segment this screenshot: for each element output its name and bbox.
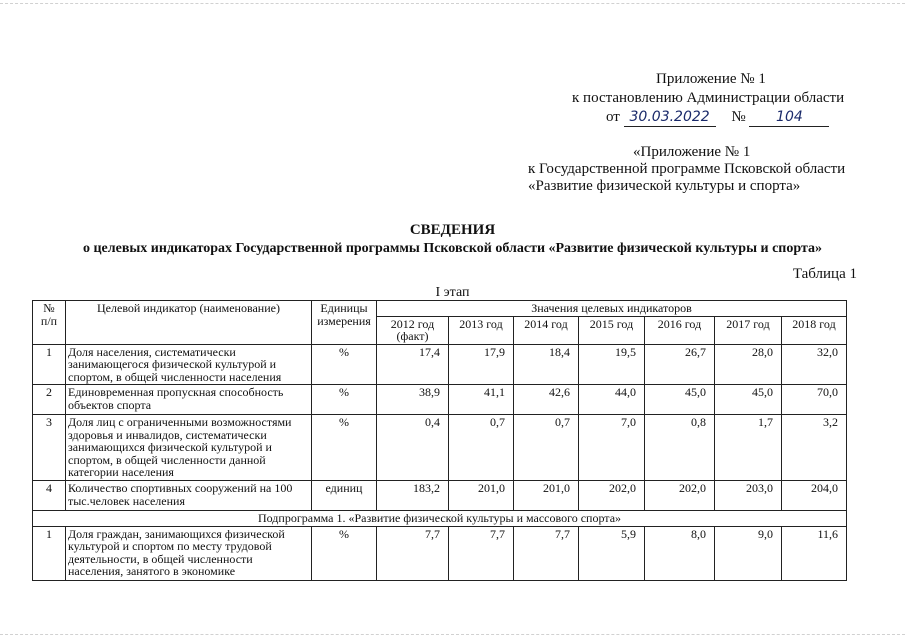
- doc-title: СВЕДЕНИЯ: [409, 222, 496, 238]
- value-cell: 201,0: [449, 481, 514, 511]
- year-header: 2016 год: [645, 316, 715, 344]
- appendix-line: Приложение № 1: [656, 71, 766, 87]
- value-cell: 7,0: [579, 415, 645, 481]
- handwritten-number: 104: [749, 108, 829, 127]
- indicators-table: [32, 300, 847, 581]
- indicator-name: Доля граждан, занимающихся физической культурой и спортом по месту трудовой деятельности, в общей численности населения, занятого в экономике: [66, 526, 312, 580]
- unit-cell: %: [312, 344, 377, 385]
- value-cell: 70,0: [782, 385, 847, 415]
- number-prefix: №: [731, 109, 746, 125]
- year-header: 2015 год: [579, 316, 645, 344]
- col-values-header: Значения целевых индикаторов: [377, 301, 847, 317]
- value-cell: 8,0: [645, 526, 715, 580]
- indicator-name: Единовременная пропускная способность объектов спорта: [66, 385, 312, 415]
- value-cell: 9,0: [715, 526, 782, 580]
- table-row: [33, 344, 847, 385]
- indicator-name: Доля лиц с ограниченными возможностями здоровья и инвалидов, систематически занимающихся физической культурой и спортом, в общей численности данной категории населения: [66, 415, 312, 481]
- col-unit-header: Единицы измерения: [312, 301, 377, 345]
- value-cell: 0,7: [449, 415, 514, 481]
- value-cell: 0,8: [645, 415, 715, 481]
- value-cell: 202,0: [645, 481, 715, 511]
- scan-artifact-bottom: [0, 634, 905, 636]
- value-cell: 1,7: [715, 415, 782, 481]
- value-cell: 183,2: [377, 481, 449, 511]
- unit-cell: %: [312, 526, 377, 580]
- value-cell: 19,5: [579, 344, 645, 385]
- value-cell: 0,4: [377, 415, 449, 481]
- subprogram-title: Подпрограмма 1. «Развитие физической культуры и массового спорта»: [33, 511, 847, 527]
- value-cell: 38,9: [377, 385, 449, 415]
- value-cell: 45,0: [645, 385, 715, 415]
- value-cell: 0,7: [514, 415, 579, 481]
- value-cell: 11,6: [782, 526, 847, 580]
- row-number: 1: [33, 344, 66, 385]
- value-cell: 5,9: [579, 526, 645, 580]
- value-cell: 18,4: [514, 344, 579, 385]
- year-header: 2014 год: [514, 316, 579, 344]
- value-cell: 45,0: [715, 385, 782, 415]
- col-num-header: № п/п: [33, 301, 66, 345]
- unit-cell: единиц: [312, 481, 377, 511]
- col-indicator-header: Целевой индикатор (наименование): [66, 301, 312, 345]
- unit-cell: %: [312, 415, 377, 481]
- row-number: 1: [33, 526, 66, 580]
- value-cell: 42,6: [514, 385, 579, 415]
- program-name-line: «Развитие физической культуры и спорта»: [528, 178, 801, 194]
- row-number: 3: [33, 415, 66, 481]
- row-number: 4: [33, 481, 66, 511]
- program-ref-line: к Государственной программе Псковской области: [528, 161, 846, 177]
- value-cell: 17,4: [377, 344, 449, 385]
- value-cell: 204,0: [782, 481, 847, 511]
- year-header: 2018 год: [782, 316, 847, 344]
- year-header: 2013 год: [449, 316, 514, 344]
- value-cell: 7,7: [449, 526, 514, 580]
- value-cell: 28,0: [715, 344, 782, 385]
- appendix2-line: «Приложение № 1: [633, 144, 751, 160]
- unit-cell: %: [312, 385, 377, 415]
- resolution-line: к постановлению Администрации области: [572, 90, 845, 106]
- indicator-name: Доля населения, систематически занимающегося физической культурой и спортом, в общей численности населения: [66, 344, 312, 385]
- stage-label: I этап: [435, 285, 470, 300]
- indicator-name: Количество спортивных сооружений на 100 тыс.человек населения: [66, 481, 312, 511]
- table-row: [33, 385, 847, 415]
- value-cell: 202,0: [579, 481, 645, 511]
- from-prefix: от: [606, 109, 620, 125]
- value-cell: 44,0: [579, 385, 645, 415]
- date-number-line: [606, 108, 829, 127]
- value-cell: 7,7: [377, 526, 449, 580]
- value-cell: 26,7: [645, 344, 715, 385]
- value-cell: 203,0: [715, 481, 782, 511]
- handwritten-date: 30.03.2022: [624, 108, 716, 127]
- year-header: 2012 год (факт): [377, 316, 449, 344]
- table-label: Таблица 1: [792, 266, 857, 282]
- year-header: 2017 год: [715, 316, 782, 344]
- value-cell: 3,2: [782, 415, 847, 481]
- table-row: [33, 415, 847, 481]
- scan-artifact-top: [0, 3, 905, 5]
- value-cell: 201,0: [514, 481, 579, 511]
- value-cell: 32,0: [782, 344, 847, 385]
- table-header-row-1: [33, 301, 847, 317]
- row-number: 2: [33, 385, 66, 415]
- value-cell: 41,1: [449, 385, 514, 415]
- table-row: [33, 526, 847, 580]
- subprogram-row: [33, 511, 847, 527]
- doc-subtitle: о целевых индикаторах Государственной программы Псковской области «Развитие физической культуры и спорта»: [82, 241, 823, 256]
- value-cell: 7,7: [514, 526, 579, 580]
- table-row: [33, 481, 847, 511]
- value-cell: 17,9: [449, 344, 514, 385]
